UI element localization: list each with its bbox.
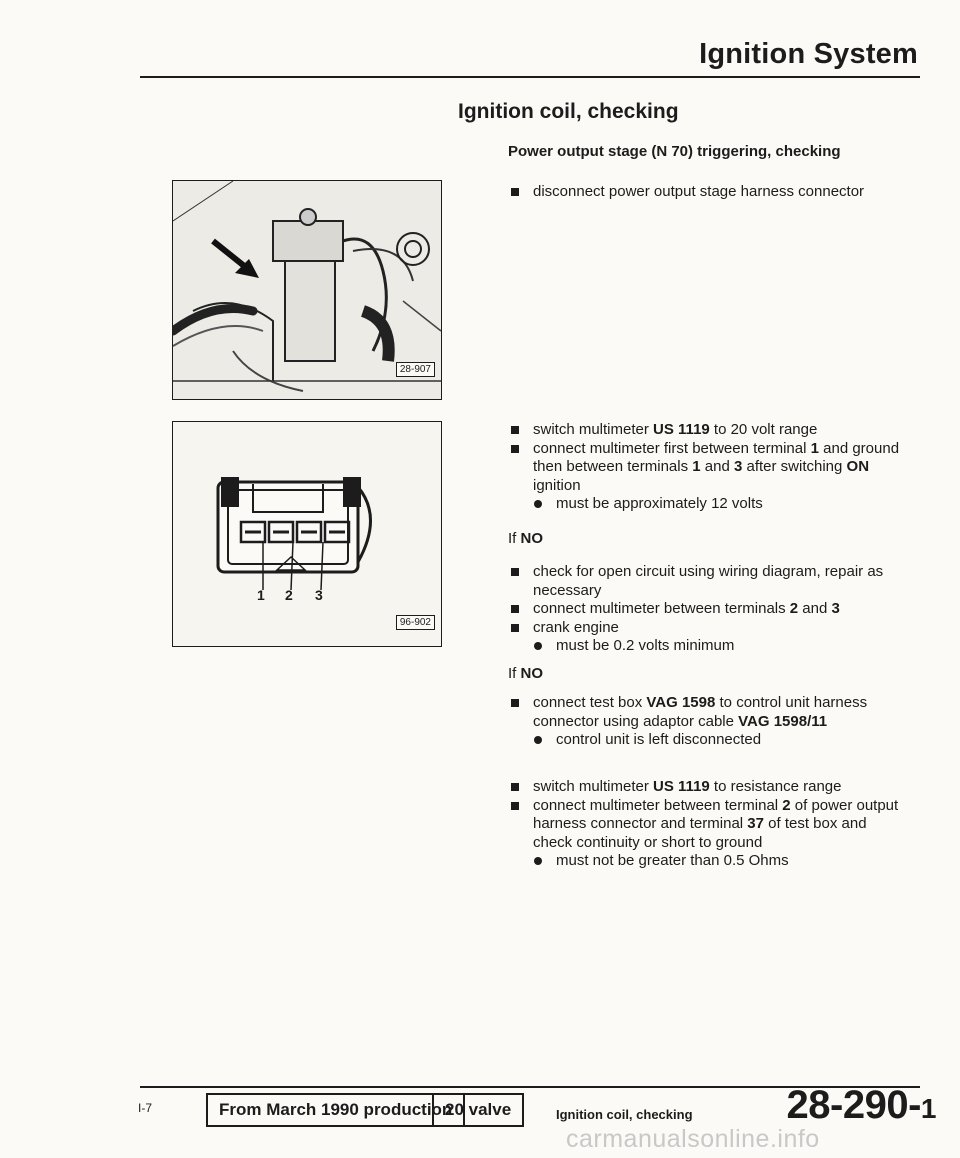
step-group-4 [510, 694, 900, 750]
if-no-label: If NO [508, 665, 544, 682]
step-item: disconnect power output stage harness connector [510, 183, 900, 202]
step-group-3 [510, 563, 900, 656]
check-item: control unit is left disconnected [533, 731, 900, 750]
check-item: must be 0.2 volts minimum [533, 637, 900, 656]
pin-label-2: 2 [285, 587, 293, 603]
figure-ignition-coil [172, 180, 442, 400]
figure-number: 96-902 [396, 615, 435, 630]
footer-valve-badge: 20 valve [432, 1093, 524, 1127]
step-item: connect multimeter first between terminal 1 and ground then between terminals 1 and 3 after switching ON ignition [510, 440, 900, 496]
check-item: must not be greater than 0.5 Ohms [533, 852, 900, 871]
page-header-title: Ignition System [699, 38, 918, 70]
step-item: check for open circuit using wiring diagram, repair as necessary [510, 563, 900, 600]
pin-label-3: 3 [315, 587, 323, 603]
connector-diagram [173, 422, 441, 646]
header-rule [140, 76, 920, 78]
pin-label-1: 1 [257, 587, 265, 603]
if-no-label: If NO [508, 530, 544, 547]
step-item: connect multimeter between terminal 2 of power output harness connector and terminal 37 of test box and check continuity or short to ground [510, 797, 900, 853]
section-title: Ignition coil, checking [458, 100, 679, 123]
figure-connector [172, 421, 442, 647]
section-subtitle: Power output stage (N 70) triggering, checking [508, 143, 841, 160]
step-item: switch multimeter US 1119 to 20 volt range [510, 421, 900, 440]
footer-description: Ignition coil, checking [556, 1107, 693, 1122]
check-item: must be approximately 12 volts [533, 495, 900, 514]
footer-page-number: 28-290-1 [786, 1083, 936, 1127]
step-item: connect test box VAG 1598 to control unit harness connector using adaptor cable VAG 1598/11 [510, 694, 900, 731]
step-item: switch multimeter US 1119 to resistance range [510, 778, 900, 797]
step-item: connect multimeter between terminals 2 and 3 [510, 600, 900, 619]
footer-page-ref: I-7 [138, 1101, 153, 1115]
step-group-1 [510, 183, 900, 202]
footer-production-badge: From March 1990 production [206, 1093, 465, 1127]
figure-number: 28-907 [396, 362, 435, 377]
watermark: carmanualsonline.info [566, 1125, 820, 1153]
step-item: crank engine [510, 619, 900, 638]
step-group-5 [510, 778, 900, 871]
step-group-2 [510, 421, 900, 514]
